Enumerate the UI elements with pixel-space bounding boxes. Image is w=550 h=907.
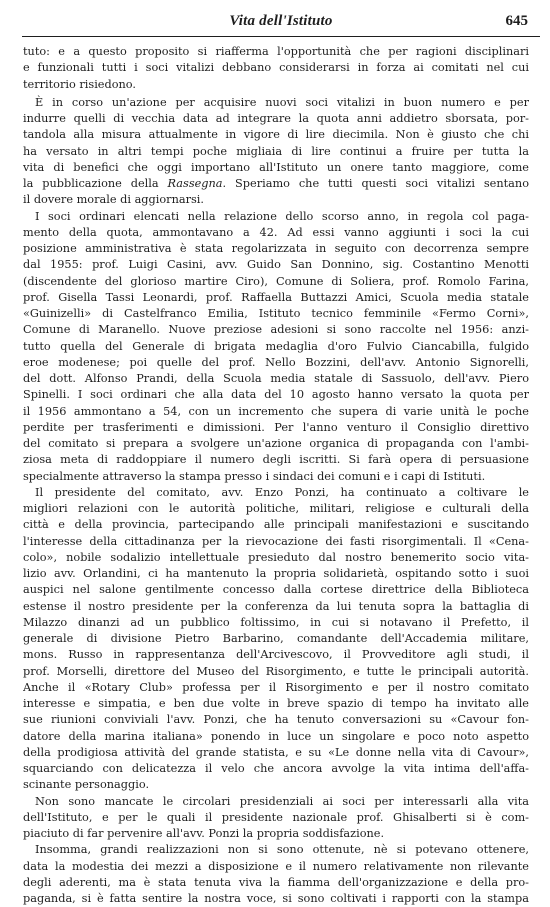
- body-text: [23, 44, 529, 907]
- text-line: il dovere morale di aggiornarsi.: [23, 193, 204, 207]
- text-line: È in corso un'azione per acquisire nuovi soci vitalizi in buon numero e per: [35, 95, 529, 109]
- text-line: scinante personaggio.: [23, 778, 150, 792]
- header-rule: [22, 36, 540, 37]
- text-line: migliori relazioni con le autorità politiche, militari, religiose e culturali della: [23, 502, 529, 515]
- text-line: la pubblicazione della Rassegna. Speriamo che tutti questi soci vitalizi sentano: [23, 177, 529, 190]
- text-line: data la modestia dei mezzi a disposizione e il numero relativamente non rilevante: [23, 859, 529, 873]
- text-line: dal 1955: prof. Luigi Casini, avv. Guido San Donnino, sig. Costantino Menotti: [23, 258, 529, 272]
- text-line: tuto: e a questo proposito si riafferma l'opportunità che per ragioni disciplinari: [23, 45, 529, 58]
- text-line: e funzionali tutti i soci vitalizi debbano considerarsi in forza ai comitati nel cui: [23, 61, 529, 75]
- text-line: ziosa meta di raddoppiare il numero degli iscritti. Si farà opera di persuasione: [23, 453, 529, 467]
- text-line: Milazzo dinanzi ad un pubblico foltissimo, in cui si notavano il Prefetto, il: [23, 615, 529, 629]
- text-line: dell'Istituto, e per le quali il presidente nazionale prof. Ghisalberti si è com-: [23, 810, 529, 824]
- text-line: paganda, si è fatta sentire la nostra voce, si sono coltivati i rapporti con la stampa: [23, 892, 529, 905]
- text-line: estense il nostro presidente per la conferenza da lui tenuta sopra la battaglia di: [23, 599, 529, 613]
- text-line: territorio risiedono.: [23, 77, 136, 91]
- text-line: Comune di Maranello. Nuove preziose adesioni si sono raccolte nel 1956: anzi-: [23, 323, 529, 337]
- paragraph: [23, 209, 529, 485]
- running-title: Vita dell'Istituto: [229, 13, 333, 29]
- text-line: perdite per trasferimenti e dimissioni. Per l'anno venturo il Consiglio direttivo: [23, 420, 529, 434]
- text-line: Insomma, grandi realizzazioni non si sono ottenute, nè si potevano ottenere,: [35, 843, 529, 857]
- text-line: vita di benefici che oggi importano all'Istituto un onere tanto maggiore, come: [23, 160, 529, 174]
- text-line: sue riunioni conviviali l'avv. Ponzi, che ha tenuto conversazioni su «Cavour fon-: [23, 713, 529, 727]
- journal-title: Rassegna: [167, 177, 223, 190]
- text-line: l'interesse della cittadinanza per la rievocazione dei fasti risorgimentali. Il «Cena-: [23, 534, 529, 548]
- text-line: interesse e simpatia, e ben due volte in breve spazio di tempo ha invitato alle: [23, 697, 529, 710]
- text-line: generale di divisione Pietro Barbarino, comandante dell'Accademia militare,: [23, 632, 529, 645]
- text-line: Il presidente del comitato, avv. Enzo Ponzi, ha continuato a coltivare le: [35, 485, 529, 499]
- text-line: degli aderenti, ma è stata tenuta viva la fiamma dell'organizzazione e della pro-: [23, 875, 529, 889]
- paragraph: [23, 794, 529, 843]
- text-line: specialmente attraverso la stampa presso i sindaci dei comuni e i capi di Istituti.: [23, 469, 486, 483]
- text-line: tutto quella del Generale di brigata medaglia d'oro Fulvio Ciancabilla, fulgido: [23, 339, 529, 353]
- text-line: posizione amministrativa è stata regolarizzata in seguito con decorrenza sempre: [23, 242, 529, 255]
- text-line: città e della provincia, partecipando alle principali manifestazioni e suscitando: [23, 518, 529, 532]
- text-line: del comitato si prepara a svolgere un'azione organica di propaganda con l'ambi-: [23, 437, 529, 450]
- text-line: mento della quota, ammontavano a 42. Ad essi vanno aggiunti i soci la cui: [23, 225, 529, 239]
- paragraph: [23, 842, 529, 907]
- text-line: eroe modenese; poi quelle del prof. Nello Bozzini, dell'avv. Antonio Signorelli,: [23, 355, 529, 369]
- text-line: il 1956 ammontano a 54, con un incremento che supera di varie unità le poche: [23, 404, 529, 418]
- page-header: [22, 4, 540, 38]
- text-line: Spinelli. I soci ordinari che alla data del 10 agosto hanno versato la quota per: [23, 388, 529, 402]
- text-line: squarciando con delicatezza il velo che ancora avvolge la vita intima dell'affa-: [23, 762, 529, 775]
- text-line: tandola alla misura attualmente in vigore di lire diecimila. Non è giusto che chi: [23, 128, 529, 142]
- paragraph: [23, 95, 529, 209]
- text-line: lizio avv. Orlandini, ci ha mantenuto la propria solidarietà, ospitando sotto i suoi: [23, 567, 529, 580]
- text-line: I soci ordinari elencati nella relazione dello scorso anno, in regola col paga-: [35, 209, 529, 223]
- text-line: del dott. Alfonso Prandi, della Scuola media statale di Sassuolo, dell'avv. Piero: [23, 372, 529, 385]
- text-line: mons. Russo in rappresentanza dell'Arcivescovo, il Provveditore agli studi, il: [23, 648, 529, 662]
- text-line: indurre quelli di vecchia data ad integrare la quota anni addietro sborsata, por-: [23, 112, 529, 125]
- paragraph: [23, 44, 529, 93]
- paragraph: [23, 485, 529, 794]
- text-line: colo», nobile sodalizio intellettuale presieduto dal nostro benemerito socio vita-: [23, 550, 529, 564]
- text-line: ha versato in altri tempi poche migliaia di lire continui a fruire per tutta la: [23, 144, 529, 158]
- page-number: 645: [505, 13, 528, 29]
- text-line: (discendente del glorioso martire Ciro), Comune di Soliera, prof. Romolo Farina,: [23, 274, 529, 288]
- text-line: datore della marina italiana» ponendo in luce un singolare e poco noto aspetto: [23, 729, 529, 743]
- text-line: prof. Morselli, direttore del Museo del Risorgimento, e tutte le principali autorità.: [23, 664, 529, 678]
- text-line: prof. Gisella Tassi Leonardi, prof. Raffaella Buttazzi Amici, Scuola media statale: [23, 290, 529, 304]
- text-line: piaciuto di far pervenire all'avv. Ponzi la propria soddisfazione.: [23, 827, 385, 840]
- text-line: Anche il «Rotary Club» professa per il Risorgimento e per il nostro comitato: [23, 680, 529, 694]
- text-line: della prodigiosa attività del grande statista, e su «Le donne nella vita di Cavour»,: [23, 745, 529, 759]
- text-line: auspici nel salone gentilmente concesso dalla cortese direttrice della Biblioteca: [23, 583, 529, 597]
- text-line: Non sono mancate le circolari presidenziali ai soci per interessarli alla vita: [35, 794, 529, 808]
- text-line: «Guinizelli» di Castelfranco Emilia, Istituto tecnico femminile «Fermo Corni»,: [23, 307, 529, 320]
